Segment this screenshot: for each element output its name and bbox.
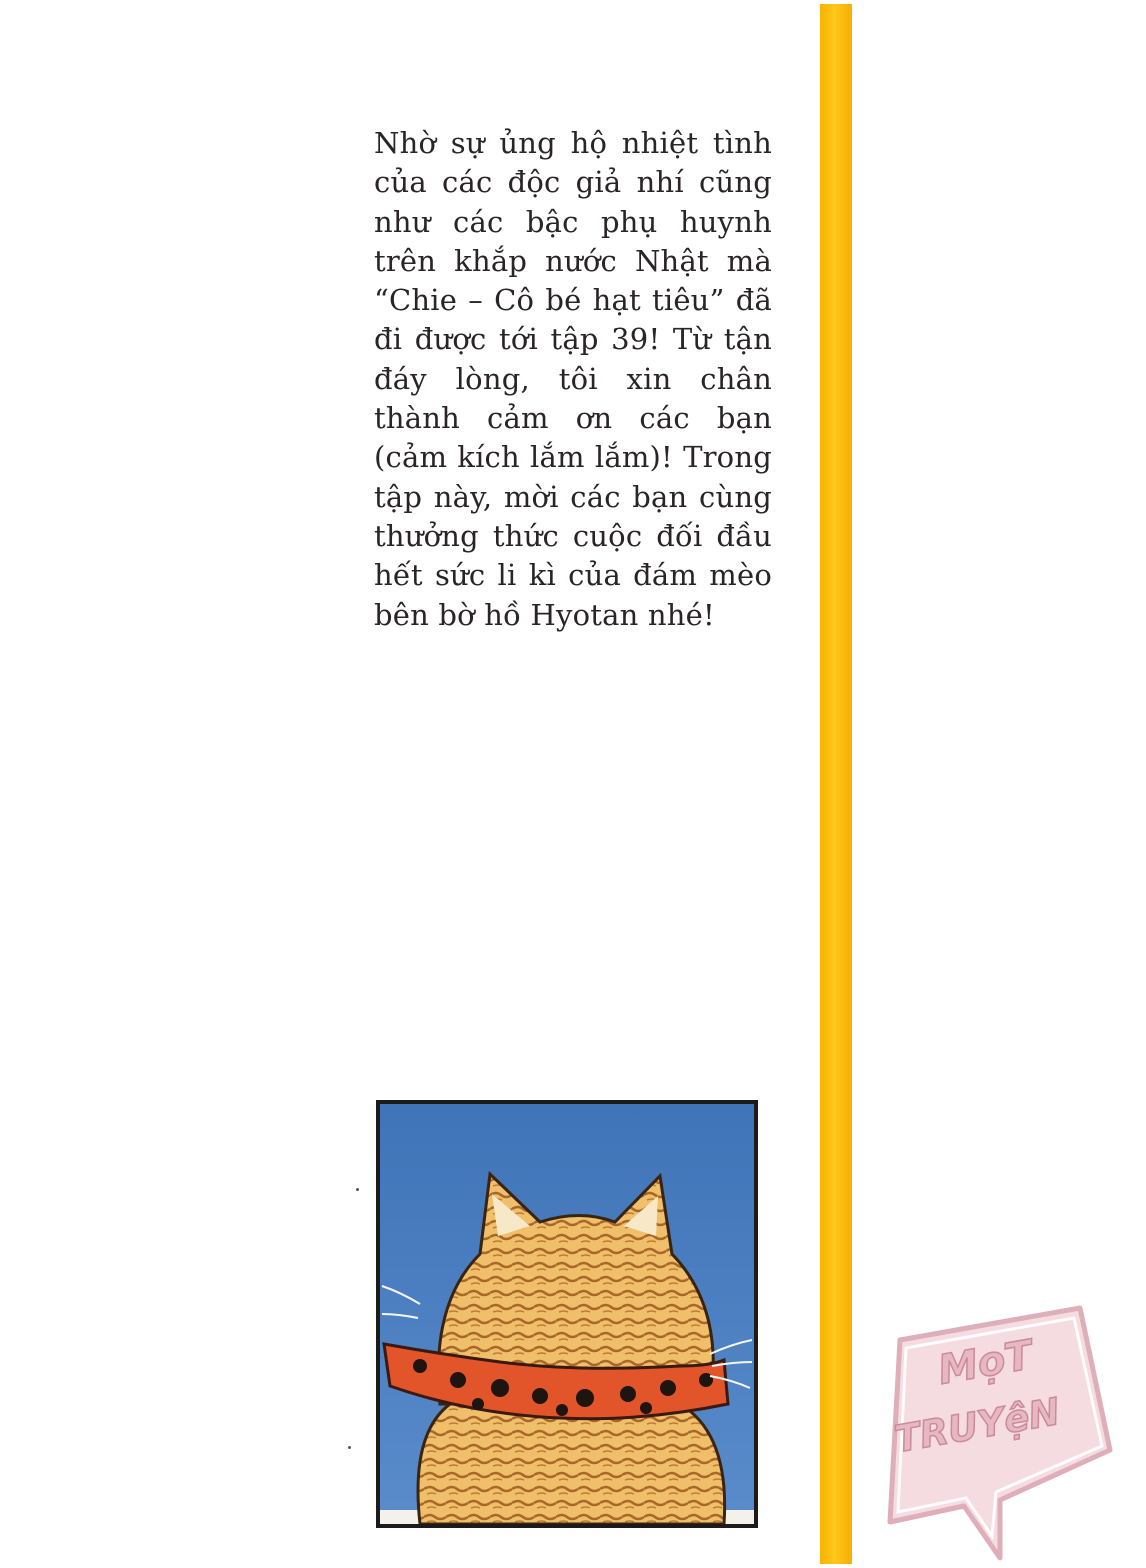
spine-color-band	[820, 4, 852, 1564]
cat-back-of-head-icon	[380, 1104, 754, 1524]
watermark-line2: TRUYệN	[891, 1389, 1064, 1462]
cat-illustration-panel	[376, 1100, 758, 1528]
watermark-line1: MọT	[934, 1332, 1036, 1394]
watermark-logo	[880, 1300, 1116, 1562]
print-speck	[356, 1188, 359, 1191]
author-message: Nhờ sự ủng hộ nhiệt tình của các độc giả nhí cũng như các bậc phụ huynh trên khắp nước Nhật mà “Chie – Cô bé hạt tiêu” đã đi được tới tập 39! Từ tận đáy lòng, tôi xin chân thành cảm ơn các bạn (cảm kích lắm lắm)! Trong tập này, mời các bạn cùng thưởng thức cuộc đối đầu hết sức li kì của đám mèo bên bờ hồ Hyotan nhé!	[374, 126, 772, 632]
print-speck	[348, 1446, 351, 1449]
